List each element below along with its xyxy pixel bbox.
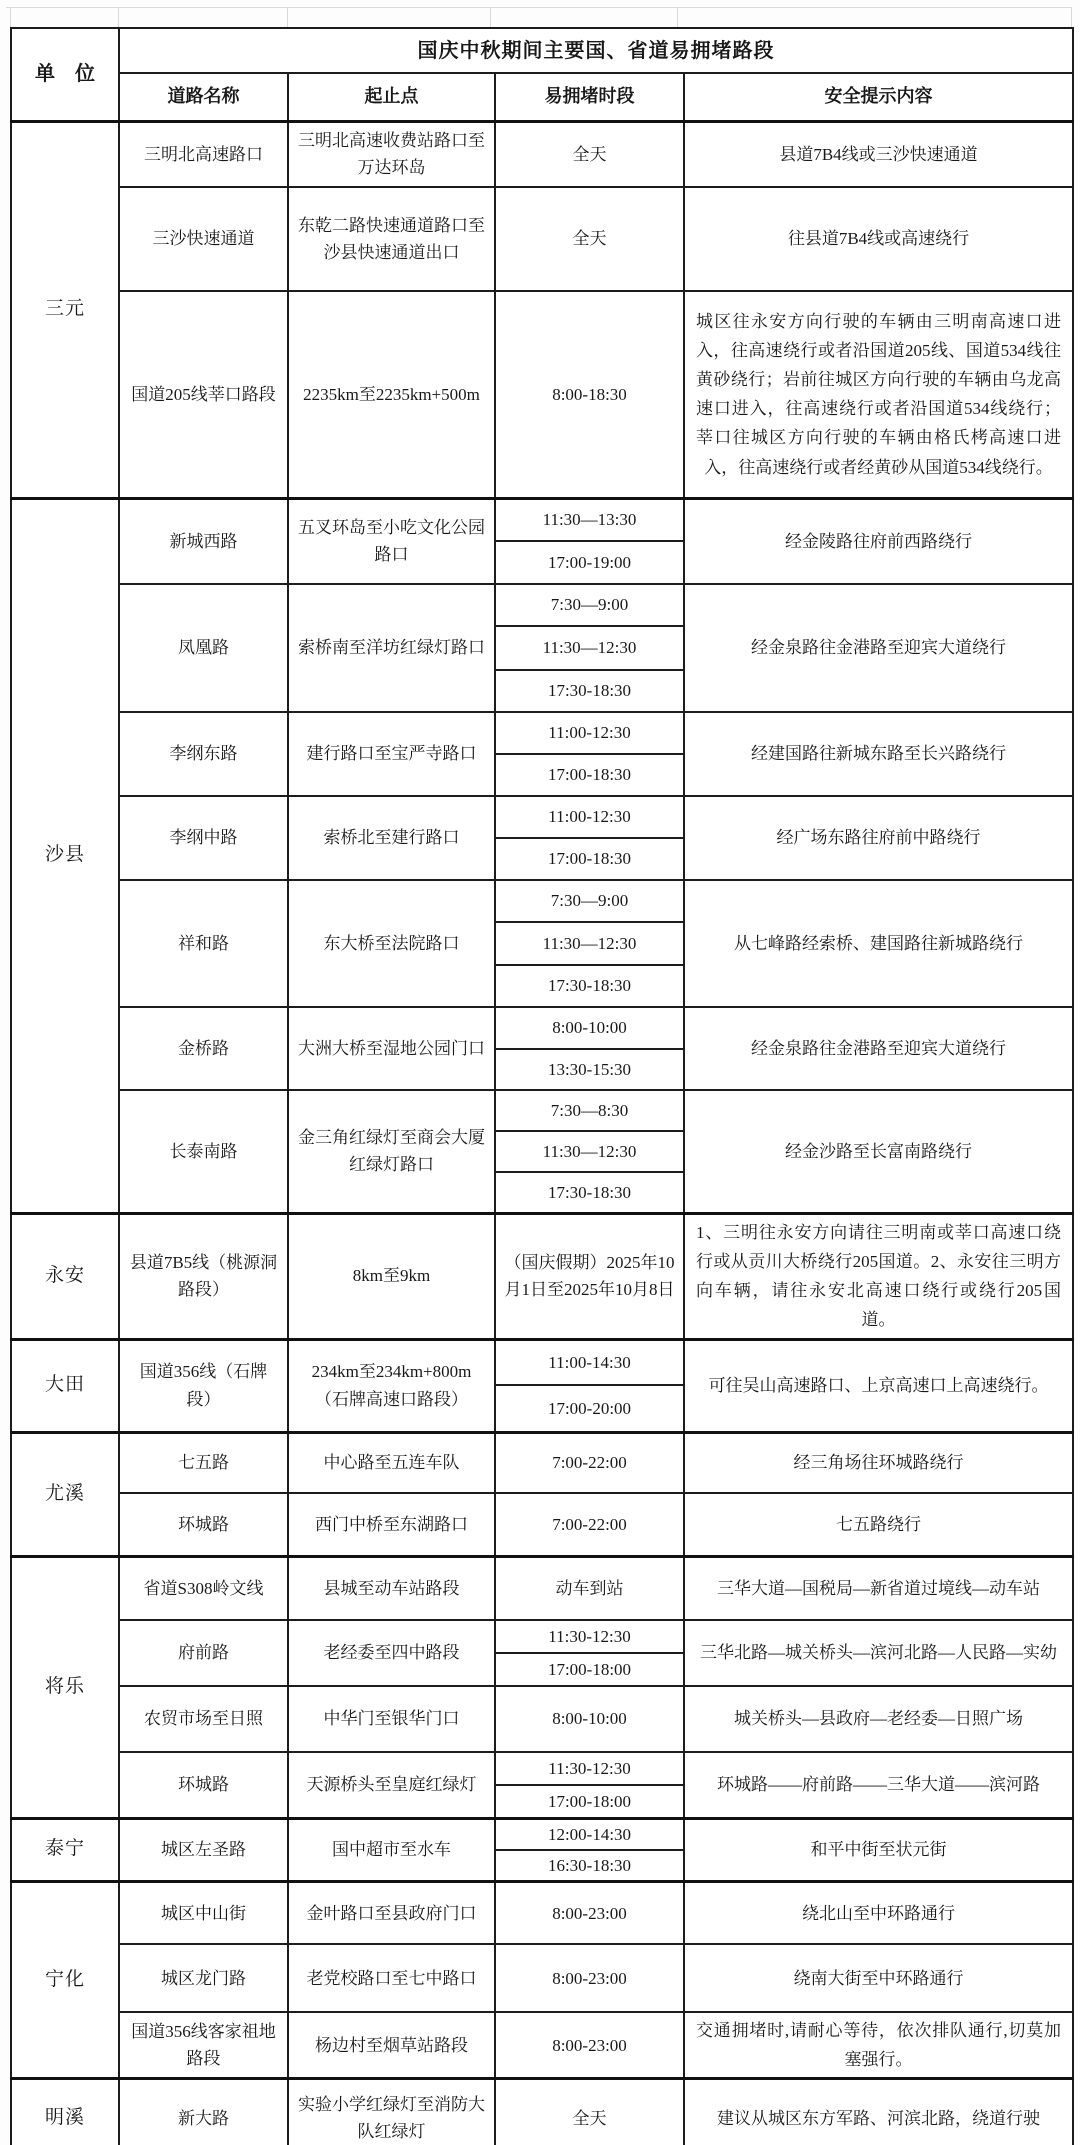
road-name-cell: 府前路 bbox=[119, 1620, 288, 1686]
endpoints-cell: 金三角红绿灯至商会大厦红绿灯路口 bbox=[288, 1090, 495, 1213]
table-row bbox=[11, 1620, 1073, 1653]
road-name-cell: 新大路 bbox=[119, 2078, 288, 2145]
time-slot-cell: 17:30-18:30 bbox=[495, 670, 684, 712]
time-slot-cell: 8:00-23:00 bbox=[495, 2012, 684, 2078]
unit-cell: 尤溪 bbox=[11, 1432, 119, 1556]
endpoints-cell: 五叉环岛至小吃文化公园路口 bbox=[288, 498, 495, 584]
table-row bbox=[11, 1339, 1073, 1385]
time-slot-cell: 11:30-12:30 bbox=[495, 1752, 684, 1785]
grid-line bbox=[677, 7, 678, 28]
safety-tip-cell: 从七峰路经索桥、建国路往新城路绕行 bbox=[684, 880, 1073, 1007]
road-name-cell: 城区龙门路 bbox=[119, 1944, 288, 2012]
road-name-cell: 祥和路 bbox=[119, 880, 288, 1007]
table-row bbox=[11, 1752, 1073, 1785]
grid-line bbox=[1071, 7, 1072, 28]
safety-tip-cell: 经金陵路往府前西路绕行 bbox=[684, 498, 1073, 584]
road-name-cell: 七五路 bbox=[119, 1432, 288, 1493]
time-slot-cell: 全天 bbox=[495, 2078, 684, 2145]
time-slot-cell: 17:00-18:00 bbox=[495, 1785, 684, 1818]
endpoints-cell: 县城至动车站路段 bbox=[288, 1556, 495, 1620]
table-header bbox=[11, 28, 1073, 121]
road-name-cell: 长泰南路 bbox=[119, 1090, 288, 1213]
road-name-cell: 县道7B5线（桃源洞路段） bbox=[119, 1213, 288, 1339]
grid-line bbox=[490, 7, 491, 28]
unit-cell: 三元 bbox=[11, 121, 119, 498]
unit-cell: 沙县 bbox=[11, 498, 119, 1213]
time-slot-cell: 11:30—12:30 bbox=[495, 1131, 684, 1172]
endpoints-cell: 老经委至四中路段 bbox=[288, 1620, 495, 1686]
safety-tip-cell: 经建国路往新城东路至长兴路绕行 bbox=[684, 712, 1073, 796]
grid-line bbox=[287, 7, 288, 28]
safety-tip-cell: 经金泉路往金港路至迎宾大道绕行 bbox=[684, 1007, 1073, 1090]
time-slot-cell: 11:00-12:30 bbox=[495, 796, 684, 838]
time-slot-cell: 17:00-18:30 bbox=[495, 838, 684, 880]
time-slot-cell: 8:00-10:00 bbox=[495, 1007, 684, 1049]
safety-tip-cell: 建议从城区东方军路、河滨北路，绕道行驶 bbox=[684, 2078, 1073, 2145]
time-slot-cell: 12:00-14:30 bbox=[495, 1818, 684, 1850]
columns-row bbox=[11, 73, 1073, 121]
road-name-cell: 国道356线客家祖地路段 bbox=[119, 2012, 288, 2078]
endpoints-cell: 天源桥头至皇庭红绿灯 bbox=[288, 1752, 495, 1818]
safety-tip-cell: 绕南大街至中环路通行 bbox=[684, 1944, 1073, 2012]
column-header-road: 道路名称 bbox=[119, 73, 288, 121]
safety-tip-cell: 经金泉路往金港路至迎宾大道绕行 bbox=[684, 584, 1073, 712]
table-row bbox=[11, 291, 1073, 498]
road-name-cell: 三沙快速通道 bbox=[119, 187, 288, 291]
safety-tip-cell: 可往吴山高速路口、上京高速口上高速绕行。 bbox=[684, 1339, 1073, 1432]
road-name-cell: 李纲东路 bbox=[119, 712, 288, 796]
safety-tip-cell: 经广场东路往府前中路绕行 bbox=[684, 796, 1073, 880]
endpoints-cell: 大洲大桥至湿地公园门口 bbox=[288, 1007, 495, 1090]
table-row bbox=[11, 2078, 1073, 2145]
time-slot-cell: 11:30—13:30 bbox=[495, 498, 684, 541]
time-slot-cell: 7:00-22:00 bbox=[495, 1493, 684, 1556]
endpoints-cell: 东乾二路快速通道路口至沙县快速通道出口 bbox=[288, 187, 495, 291]
endpoints-cell: 金叶路口至县政府门口 bbox=[288, 1881, 495, 1944]
time-slot-cell: 17:30-18:30 bbox=[495, 1172, 684, 1213]
grid-line bbox=[118, 7, 119, 28]
table-row bbox=[11, 498, 1073, 541]
column-header-time: 易拥堵时段 bbox=[495, 73, 684, 121]
table-row bbox=[11, 2012, 1073, 2078]
time-slot-cell: 11:00-12:30 bbox=[495, 712, 684, 754]
safety-tip-cell: 城关桥头—县政府—老经委—日照广场 bbox=[684, 1686, 1073, 1752]
column-header-endpoints: 起止点 bbox=[288, 73, 495, 121]
grid-line bbox=[10, 7, 11, 28]
endpoints-cell: 实验小学红绿灯至消防大队红绿灯 bbox=[288, 2078, 495, 2145]
congestion-table bbox=[10, 27, 1074, 2145]
endpoints-cell: 中华门至银华门口 bbox=[288, 1686, 495, 1752]
time-slot-cell: 17:30-18:30 bbox=[495, 965, 684, 1007]
time-slot-cell: 16:30-18:30 bbox=[495, 1850, 684, 1882]
endpoints-cell: 杨边村至烟草站路段 bbox=[288, 2012, 495, 2078]
safety-tip-cell: 七五路绕行 bbox=[684, 1493, 1073, 1556]
time-slot-cell: 全天 bbox=[495, 121, 684, 187]
time-slot-cell: 11:30-12:30 bbox=[495, 1620, 684, 1653]
road-name-cell: 城区中山街 bbox=[119, 1881, 288, 1944]
endpoints-cell: 8km至9km bbox=[288, 1213, 495, 1339]
endpoints-cell: 2235km至2235km+500m bbox=[288, 291, 495, 498]
time-slot-cell: 17:00-18:30 bbox=[495, 754, 684, 796]
table-row bbox=[11, 880, 1073, 922]
time-slot-cell: 8:00-18:30 bbox=[495, 291, 684, 498]
safety-tip-cell: 和平中街至状元街 bbox=[684, 1818, 1073, 1881]
safety-tip-cell: 交通拥堵时,请耐心等待，依次排队通行,切莫加塞强行。 bbox=[684, 2012, 1073, 2078]
unit-cell: 泰宁 bbox=[11, 1818, 119, 1881]
road-name-cell: 农贸市场至日照 bbox=[119, 1686, 288, 1752]
road-name-cell: 凤凰路 bbox=[119, 584, 288, 712]
time-slot-cell: 17:00-20:00 bbox=[495, 1385, 684, 1432]
endpoints-cell: 三明北高速收费站路口至万达环岛 bbox=[288, 121, 495, 187]
table-row bbox=[11, 584, 1073, 626]
endpoints-cell: 索桥南至洋坊红绿灯路口 bbox=[288, 584, 495, 712]
road-name-cell: 环城路 bbox=[119, 1493, 288, 1556]
road-name-cell: 三明北高速路口 bbox=[119, 121, 288, 187]
unit-cell: 永安 bbox=[11, 1213, 119, 1339]
time-slot-cell: 全天 bbox=[495, 187, 684, 291]
safety-tip-cell: 1、三明往永安方向请往三明南或莘口高速口绕行或从贡川大桥绕行205国道。2、永安往三明方向车辆，请往永安北高速口绕行或绕行205国道。 bbox=[684, 1213, 1073, 1339]
time-slot-cell: 7:00-22:00 bbox=[495, 1432, 684, 1493]
unit-cell: 将乐 bbox=[11, 1556, 119, 1818]
endpoints-cell: 234km至234km+800m（石牌高速口路段） bbox=[288, 1339, 495, 1432]
road-name-cell: 环城路 bbox=[119, 1752, 288, 1818]
table-row bbox=[11, 1556, 1073, 1620]
road-name-cell: 国道205线莘口路段 bbox=[119, 291, 288, 498]
road-name-cell: 李纲中路 bbox=[119, 796, 288, 880]
time-slot-cell: 动车到站 bbox=[495, 1556, 684, 1620]
table-row bbox=[11, 1090, 1073, 1131]
unit-cell: 明溪 bbox=[11, 2078, 119, 2145]
time-slot-cell: 8:00-10:00 bbox=[495, 1686, 684, 1752]
road-name-cell: 新城西路 bbox=[119, 498, 288, 584]
grid-line bbox=[6, 7, 1072, 8]
endpoints-cell: 建行路口至宝严寺路口 bbox=[288, 712, 495, 796]
time-slot-cell: 8:00-23:00 bbox=[495, 1944, 684, 2012]
unit-cell: 宁化 bbox=[11, 1881, 119, 2078]
endpoints-cell: 中心路至五连车队 bbox=[288, 1432, 495, 1493]
endpoints-cell: 西门中桥至东湖路口 bbox=[288, 1493, 495, 1556]
time-slot-cell: 8:00-23:00 bbox=[495, 1881, 684, 1944]
time-slot-cell: （国庆假期）2025年10月1日至2025年10月8日 bbox=[495, 1213, 684, 1339]
time-slot-cell: 11:00-14:30 bbox=[495, 1339, 684, 1385]
road-name-cell: 省道S308岭文线 bbox=[119, 1556, 288, 1620]
table-row bbox=[11, 1213, 1073, 1339]
time-slot-cell: 7:30—9:00 bbox=[495, 584, 684, 626]
table-row bbox=[11, 1818, 1073, 1850]
table-title: 国庆中秋期间主要国、省道易拥堵路段 bbox=[119, 28, 1073, 73]
time-slot-cell: 7:30—9:00 bbox=[495, 880, 684, 922]
road-name-cell: 金桥路 bbox=[119, 1007, 288, 1090]
time-slot-cell: 13:30-15:30 bbox=[495, 1049, 684, 1090]
table-row bbox=[11, 1881, 1073, 1944]
safety-tip-cell: 经金沙路至长富南路绕行 bbox=[684, 1090, 1073, 1213]
road-name-cell: 国道356线（石牌段） bbox=[119, 1339, 288, 1432]
time-slot-cell: 7:30—8:30 bbox=[495, 1090, 684, 1131]
column-header-tips: 安全提示内容 bbox=[684, 73, 1073, 121]
table-row bbox=[11, 796, 1073, 838]
time-slot-cell: 11:30—12:30 bbox=[495, 626, 684, 670]
time-slot-cell: 17:00-19:00 bbox=[495, 541, 684, 584]
table-row bbox=[11, 1686, 1073, 1752]
safety-tip-cell: 三华北路—城关桥头—滨河北路—人民路—实幼 bbox=[684, 1620, 1073, 1686]
title-row bbox=[11, 28, 1073, 73]
endpoints-cell: 索桥北至建行路口 bbox=[288, 796, 495, 880]
table-row bbox=[11, 1944, 1073, 2012]
unit-cell: 大田 bbox=[11, 1339, 119, 1432]
table-row bbox=[11, 1432, 1073, 1493]
road-name-cell: 城区左圣路 bbox=[119, 1818, 288, 1881]
table-body bbox=[11, 121, 1073, 2145]
endpoints-cell: 国中超市至水车 bbox=[288, 1818, 495, 1881]
table-row bbox=[11, 1493, 1073, 1556]
endpoints-cell: 东大桥至法院路口 bbox=[288, 880, 495, 1007]
safety-tip-cell: 环城路——府前路——三华大道——滨河路 bbox=[684, 1752, 1073, 1818]
safety-tip-cell: 往县道7B4线或高速绕行 bbox=[684, 187, 1073, 291]
table-row bbox=[11, 187, 1073, 291]
table-row bbox=[11, 1007, 1073, 1049]
time-slot-cell: 17:00-18:00 bbox=[495, 1653, 684, 1686]
table-row bbox=[11, 712, 1073, 754]
safety-tip-cell: 城区往永安方向行驶的车辆由三明南高速口进入，往高速绕行或者沿国道205线、国道534线往黄砂绕行；岩前往城区方向行驶的车辆由乌龙高速口进入，往高速绕行或者沿国道534线绕行；莘口往城区方向行驶的车辆由格氏栲高速口进入，往高速绕行或者经黄砂从国道534线绕行。 bbox=[684, 291, 1073, 498]
time-slot-cell: 11:30—12:30 bbox=[495, 922, 684, 965]
safety-tip-cell: 三华大道—国税局—新省道过境线—动车站 bbox=[684, 1556, 1073, 1620]
safety-tip-cell: 经三角场往环城路绕行 bbox=[684, 1432, 1073, 1493]
safety-tip-cell: 绕北山至中环路通行 bbox=[684, 1881, 1073, 1944]
safety-tip-cell: 县道7B4线或三沙快速通道 bbox=[684, 121, 1073, 187]
unit-column-header: 单 位 bbox=[11, 28, 119, 121]
table-row bbox=[11, 121, 1073, 187]
endpoints-cell: 老党校路口至七中路口 bbox=[288, 1944, 495, 2012]
